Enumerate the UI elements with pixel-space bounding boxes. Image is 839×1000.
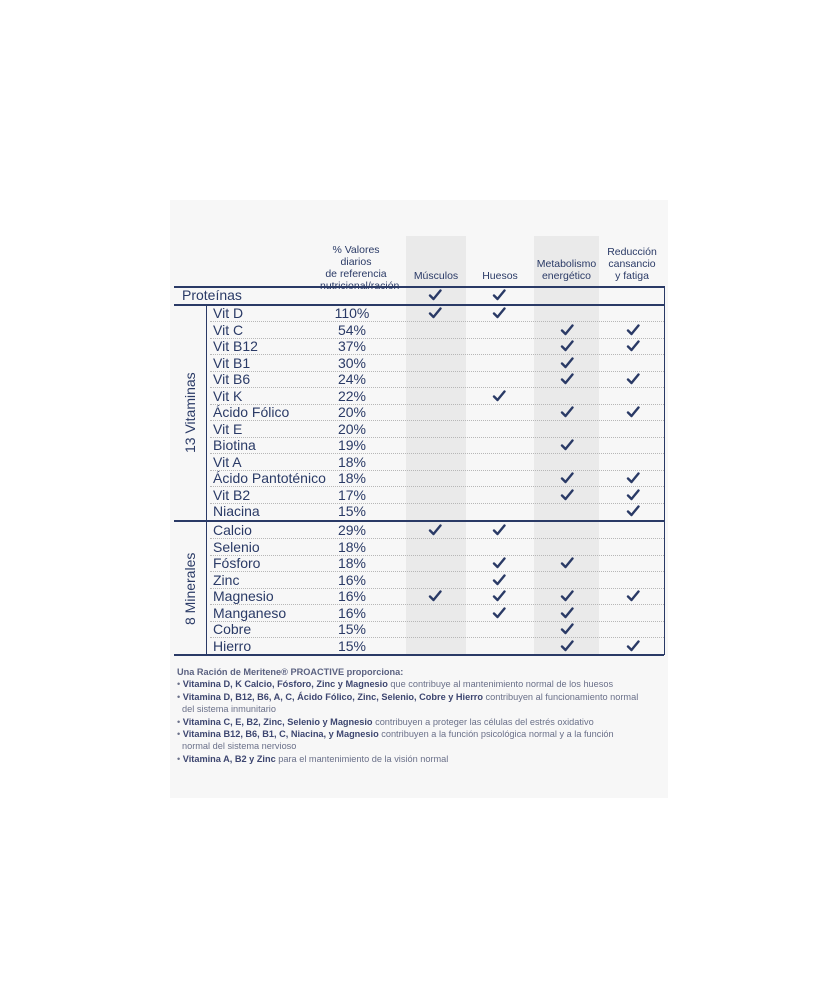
- vitamina-reduccion-check-icon: [626, 504, 640, 518]
- header-metabolismo-line-1: Metabolismo: [536, 258, 597, 270]
- mineral-pct: 15%: [337, 621, 367, 637]
- vitamina-musculos-check-icon: [428, 306, 442, 320]
- vitamina-pct: 18%: [337, 453, 367, 470]
- vitamina-reduccion-check-icon: [626, 372, 640, 386]
- note-text: contribuyen al funcionamiento normal: [482, 691, 639, 702]
- proteinas-label: Proteínas: [182, 287, 242, 303]
- table-row: [170, 572, 668, 588]
- table-row: [170, 437, 668, 453]
- header-musculos: Músculos: [413, 270, 459, 282]
- note-bold: Vitamina D, K Calcio, Fósforo, Zinc y Magnesio: [182, 679, 388, 690]
- header-reduccion-line-2: cansancio: [608, 258, 656, 270]
- vitamina-huesos-check-icon: [492, 306, 506, 320]
- note-text: contribuyen a proteger las células del estrés oxidativo: [372, 716, 594, 727]
- mineral-metabolismo-check-icon: [560, 622, 574, 636]
- note-item: [177, 678, 647, 690]
- vitamina-name: Vit E: [213, 420, 243, 437]
- mineral-pct: 16%: [337, 604, 367, 621]
- vitamina-reduccion-check-icon: [626, 488, 640, 502]
- vitamina-pct: 20%: [337, 420, 367, 437]
- mineral-huesos-check-icon: [492, 573, 506, 587]
- vitamina-name: Vit B12: [213, 338, 258, 354]
- table-row: [170, 638, 668, 654]
- vitamina-name: Niacina: [213, 503, 260, 519]
- table-row: [170, 588, 668, 604]
- header-reduccion-line-1: Reducción: [607, 246, 657, 258]
- vitamina-pct: 30%: [337, 354, 367, 371]
- vitamina-name: Vit B6: [213, 371, 251, 387]
- vitamina-name: Vit K: [213, 387, 243, 404]
- note-bold: Vitamina D, B12, B6, A, C, Ácido Fólico, Zinc, Selenio, Cobre y Hierro: [182, 691, 483, 702]
- bullet-icon: •: [177, 729, 183, 740]
- minerales-group-label: 8 Minerales: [182, 552, 198, 625]
- mineral-name: Selenio: [213, 538, 260, 555]
- vitamina-reduccion-check-icon: [626, 339, 640, 353]
- vitamina-reduccion-check-icon: [626, 471, 640, 485]
- table-row: [170, 421, 668, 437]
- table-row: [170, 470, 668, 486]
- vitamina-name: Vit B1: [213, 354, 251, 371]
- table-row: [170, 322, 668, 338]
- table-row: [170, 605, 668, 621]
- header-reduccion: [600, 246, 664, 282]
- note-text: que contribuye al mantenimiento normal de los huesos: [387, 679, 614, 690]
- table-row: [170, 371, 668, 387]
- proteinas-row: [170, 287, 668, 303]
- note-item: [177, 728, 647, 740]
- mineral-pct: 18%: [337, 555, 367, 571]
- vitamina-pct: 24%: [337, 371, 367, 387]
- mineral-pct: 15%: [337, 637, 367, 654]
- header-metabolismo: [534, 258, 599, 282]
- note-text: contribuyen a la función psicológica normal y a la función: [378, 729, 614, 740]
- bullet-icon: •: [177, 691, 183, 702]
- table-bottom-rule: [174, 654, 664, 656]
- nutrition-table-sheet: [170, 200, 668, 798]
- notes-items: [177, 678, 647, 765]
- vitamina-pct: 20%: [337, 404, 367, 420]
- mineral-huesos-check-icon: [492, 606, 506, 620]
- vitaminas-group-label: 13 Vitaminas: [182, 372, 198, 453]
- note-bold: Vitamina C, E, B2, Zinc, Selenio y Magnesio: [182, 716, 373, 727]
- vitamina-metabolismo-check-icon: [560, 488, 574, 502]
- table-row: [170, 388, 668, 404]
- mineral-metabolismo-check-icon: [560, 589, 574, 603]
- table-right-rule: [664, 286, 665, 655]
- vitamina-pct: 37%: [337, 338, 367, 354]
- table-row: [170, 487, 668, 503]
- note-item: [177, 753, 647, 765]
- mineral-reduccion-check-icon: [626, 589, 640, 603]
- vitamina-huesos-check-icon: [492, 389, 506, 403]
- vitamina-name: Vit D: [213, 305, 244, 321]
- mineral-pct: 16%: [337, 588, 367, 604]
- note-continuation: del sistema inmunitario: [182, 704, 276, 715]
- note-item: [177, 691, 647, 703]
- mineral-metabolismo-check-icon: [560, 639, 574, 653]
- vitamina-name: Vit B2: [213, 486, 251, 503]
- vitamina-pct: 22%: [337, 387, 367, 404]
- mineral-name: Fósforo: [213, 555, 261, 571]
- mineral-musculos-check-icon: [428, 523, 442, 537]
- vitamina-metabolismo-check-icon: [560, 438, 574, 452]
- table-row: [170, 454, 668, 470]
- header-pct-line-3: nutricional/ración: [320, 280, 400, 292]
- mineral-metabolismo-check-icon: [560, 556, 574, 570]
- vitamina-reduccion-check-icon: [626, 405, 640, 419]
- mineral-huesos-check-icon: [492, 556, 506, 570]
- vitamina-pct: 15%: [337, 503, 367, 519]
- vitamina-name: Biotina: [213, 437, 256, 453]
- table-row: [170, 338, 668, 354]
- mineral-name: Magnesio: [213, 588, 274, 604]
- bullet-icon: •: [177, 753, 183, 764]
- table-row: [170, 503, 668, 519]
- header-pct-line-2: de referencia: [325, 268, 387, 280]
- vitamina-name: Vit A: [213, 453, 242, 470]
- vitamina-pct: 18%: [337, 470, 367, 486]
- header-pct: [320, 244, 400, 292]
- mineral-name: Calcio: [213, 522, 252, 538]
- vitamina-metabolismo-check-icon: [560, 405, 574, 419]
- note-bold: Vitamina B12, B6, B1, C, Niacina, y Magnesio: [182, 729, 379, 740]
- table-row: [170, 404, 668, 420]
- mineral-huesos-check-icon: [492, 523, 506, 537]
- header-huesos: Huesos: [482, 270, 518, 282]
- vitamina-name: Ácido Pantoténico: [213, 470, 326, 486]
- table-row: [170, 522, 668, 538]
- table-row: [170, 555, 668, 571]
- mineral-pct: 18%: [337, 538, 367, 555]
- header-pct-line-1: % Valores diarios: [332, 244, 380, 268]
- vitamina-metabolismo-check-icon: [560, 356, 574, 370]
- note-bold: Vitamina A, B2 y Zinc: [182, 753, 276, 764]
- mineral-pct: 29%: [337, 522, 367, 538]
- table-row: [170, 539, 668, 555]
- vitamina-pct: 19%: [337, 437, 367, 453]
- notes-block: [177, 666, 647, 765]
- vitamina-metabolismo-check-icon: [560, 323, 574, 337]
- notes-title: Una Ración de Meritene® PROACTIVE proporciona:: [177, 667, 404, 677]
- vitamina-pct: 54%: [337, 321, 367, 338]
- table-row: [170, 621, 668, 637]
- mineral-pct: 16%: [337, 571, 367, 588]
- mineral-reduccion-check-icon: [626, 639, 640, 653]
- mineral-name: Cobre: [213, 621, 252, 637]
- table-row: [170, 355, 668, 371]
- vitamina-pct: 110%: [334, 305, 370, 321]
- mineral-metabolismo-check-icon: [560, 606, 574, 620]
- note-continuation: normal del sistema nervioso: [182, 741, 297, 752]
- note-text: para el mantenimiento de la visión normal: [275, 753, 449, 764]
- proteinas-huesos-check-icon: [492, 288, 506, 302]
- vitamina-metabolismo-check-icon: [560, 339, 574, 353]
- vitamina-pct: 17%: [337, 486, 367, 503]
- vitamina-name: Vit C: [213, 321, 244, 338]
- header-metabolismo-line-2: energético: [541, 270, 592, 282]
- mineral-musculos-check-icon: [428, 589, 442, 603]
- bullet-icon: •: [177, 679, 183, 690]
- mineral-name: Zinc: [213, 571, 240, 588]
- mineral-huesos-check-icon: [492, 589, 506, 603]
- table-row: [170, 305, 668, 321]
- note-item: [177, 716, 647, 728]
- vitamina-reduccion-check-icon: [626, 323, 640, 337]
- mineral-name: Hierro: [213, 637, 252, 654]
- vitamina-metabolismo-check-icon: [560, 471, 574, 485]
- mineral-name: Manganeso: [213, 604, 287, 621]
- header-reduccion-line-3: y fatiga: [615, 270, 649, 282]
- vitamina-name: Ácido Fólico: [213, 404, 290, 420]
- vitamina-metabolismo-check-icon: [560, 372, 574, 386]
- bullet-icon: •: [177, 716, 183, 727]
- proteinas-musculos-check-icon: [428, 288, 442, 302]
